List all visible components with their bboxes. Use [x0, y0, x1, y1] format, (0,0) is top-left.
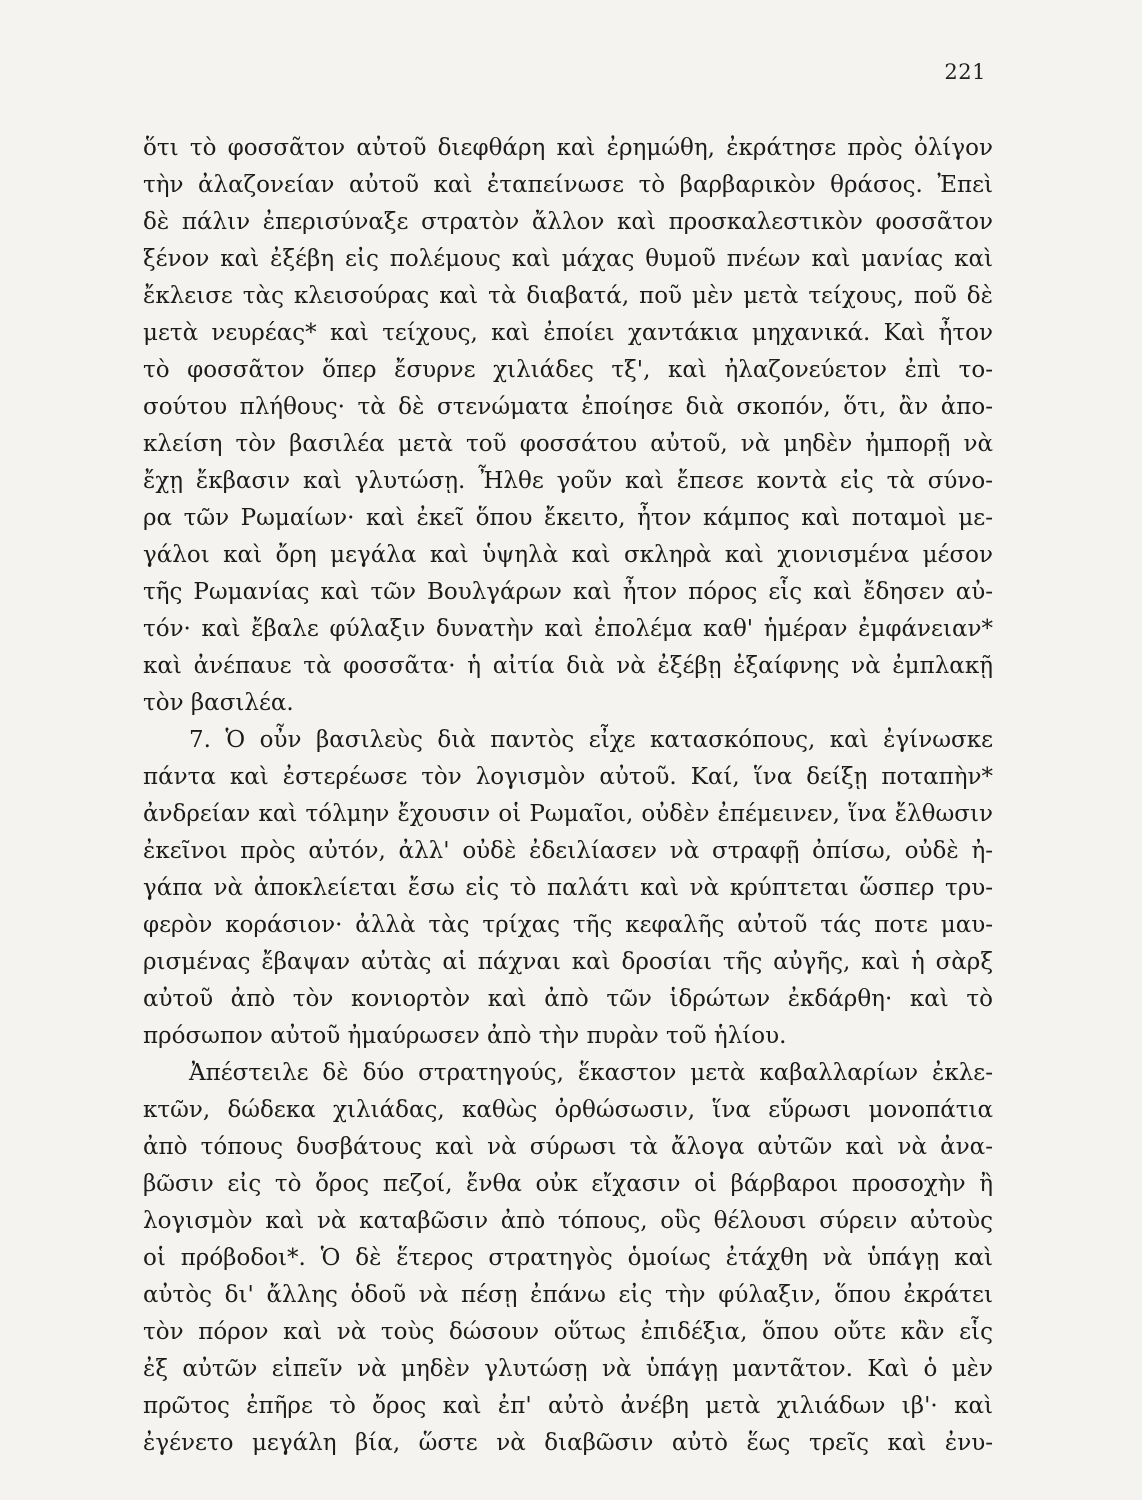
text-line: αὐτοῦ ἀπὸ τὸν κονιορτὸν καὶ ἀπὸ τῶν ἱδρώτων ἐκδάρθη· καὶ τὸ	[143, 986, 993, 1012]
text-line: ἀνδρείαν καὶ τόλμην ἔχουσιν οἱ Ρωμαῖοι, οὐδὲν ἐπέμεινεν, ἵνα ἔλθωσιν	[143, 801, 993, 827]
text-line: ἐκεῖνοι πρὸς αὐτόν, ἀλλ' οὐδὲ ἐδειλίασεν νὰ στραφῇ ὀπίσω, οὐδὲ ἠ-	[143, 838, 993, 864]
body-text	[143, 130, 993, 1462]
text-line: γάλοι καὶ ὄρη μεγάλα καὶ ὑψηλὰ καὶ σκληρὰ καὶ χιονισμένα μέσον	[143, 542, 993, 568]
text-line: φερὸν κοράσιον· ἀλλὰ τὰς τρίχας τῆς κεφαλῆς αὐτοῦ τάς ποτε μαυ-	[143, 912, 993, 938]
text-line: αὐτὸς δι' ἄλλης ὁδοῦ νὰ πέσῃ ἐπάνω εἰς τὴν φύλαξιν, ὅπου ἐκράτει	[143, 1282, 993, 1308]
text-line: ρα τῶν Ρωμαίων· καὶ ἐκεῖ ὅπου ἔκειτο, ἦτον κάμπος καὶ ποταμοὶ με-	[143, 505, 993, 531]
text-line: ἔκλεισε τὰς κλεισούρας καὶ τὰ διαβατά, ποῦ μὲν μετὰ τείχους, ποῦ δὲ	[143, 283, 993, 309]
text-line: τῆς Ρωμανίας καὶ τῶν Βουλγάρων καὶ ἦτον πόρος εἷς καὶ ἔδησεν αὐ-	[143, 579, 993, 605]
text-line: πρῶτος ἐπῆρε τὸ ὄρος καὶ ἐπ' αὐτὸ ἀνέβη μετὰ χιλιάδων ιβ'· καὶ	[143, 1393, 993, 1419]
text-line: ρισμένας ἔβαψαν αὐτὰς αἱ πάχναι καὶ δροσίαι τῆς αὐγῆς, καὶ ἡ σὰρξ	[143, 949, 993, 975]
text-line: πάντα καὶ ἐστερέωσε τὸν λογισμὸν αὐτοῦ. Καί, ἵνα δείξῃ ποταπὴν*	[143, 764, 993, 790]
text-line: ἀπὸ τόπους δυσβάτους καὶ νὰ σύρωσι τὰ ἄλογα αὐτῶν καὶ νὰ ἀνα-	[143, 1134, 993, 1160]
text-line: ἐγένετο μεγάλη βία, ὥστε νὰ διαβῶσιν αὐτὸ ἕως τρεῖς καὶ ἐνυ-	[143, 1430, 993, 1456]
text-line: κτῶν, δώδεκα χιλιάδας, καθὼς ὀρθώσωσιν, ἵνα εὕρωσι μονοπάτια	[143, 1097, 993, 1123]
text-line: τόν· καὶ ἔβαλε φύλαξιν δυνατὴν καὶ ἐπολέμα καθ' ἡμέραν ἐμφάνειαν*	[143, 616, 993, 642]
text-line: οἱ πρόβοδοι*. Ὁ δὲ ἕτερος στρατηγὸς ὁμοίως ἐτάχθη νὰ ὑπάγῃ καὶ	[143, 1245, 993, 1271]
text-line: σούτου πλήθους· τὰ δὲ στενώματα ἐποίησε διὰ σκοπόν, ὅτι, ἂν ἀπο-	[143, 394, 993, 420]
text-line: κλείση τὸν βασιλέα μετὰ τοῦ φοσσάτου αὐτοῦ, νὰ μηδὲν ἠμπορῇ νὰ	[143, 431, 993, 457]
text-line: πρόσωπον αὐτοῦ ἠμαύρωσεν ἀπὸ τὴν πυρὰν τοῦ ἡλίου.	[143, 1023, 787, 1049]
section-start-line: 7. Ὁ οὖν βασιλεὺς διὰ παντὸς εἶχε κατασκόπους, καὶ ἐγίνωσκε	[189, 727, 993, 753]
page-number: 221	[944, 60, 986, 84]
paragraph-start-line: Ἀπέστειλε δὲ δύο στρατηγούς, ἕκαστον μετὰ καβαλλαρίων ἐκλε-	[189, 1060, 993, 1086]
text-line: λογισμὸν καὶ νὰ καταβῶσιν ἀπὸ τόπους, οὓς θέλουσι σύρειν αὐτοὺς	[143, 1208, 993, 1234]
text-line: γάπα νὰ ἀποκλείεται ἔσω εἰς τὸ παλάτι καὶ νὰ κρύπτεται ὥσπερ τρυ-	[143, 875, 993, 901]
text-line: καὶ ἀνέπαυε τὰ φοσσᾶτα· ἡ αἰτία διὰ νὰ ἐξέβῃ ἐξαίφνης νὰ ἐμπλακῇ	[143, 653, 993, 679]
text-line: ὅτι τὸ φοσσᾶτον αὐτοῦ διεφθάρη καὶ ἐρημώθη, ἐκράτησε πρὸς ὀλίγον	[143, 135, 993, 161]
text-line: τὸν πόρον καὶ νὰ τοὺς δώσουν οὕτως ἐπιδέξια, ὅπου οὔτε κἂν εἷς	[143, 1319, 993, 1345]
text-line: δὲ πάλιν ἐπερισύναξε στρατὸν ἄλλον καὶ προσκαλεστικὸν φοσσᾶτον	[143, 209, 993, 235]
text-line: τὸν βασιλέα.	[143, 690, 294, 716]
text-line: βῶσιν εἰς τὸ ὄρος πεζοί, ἔνθα οὐκ εἴχασιν οἱ βάρβαροι προσοχὴν ἢ	[143, 1171, 993, 1197]
text-line: ἐξ αὐτῶν εἰπεῖν νὰ μηδὲν γλυτώσῃ νὰ ὑπάγῃ μαντᾶτον. Καὶ ὁ μὲν	[143, 1356, 993, 1382]
text-line: ξένον καὶ ἐξέβη εἰς πολέμους καὶ μάχας θυμοῦ πνέων καὶ μανίας καὶ	[143, 246, 993, 272]
text-line: μετὰ νευρέας* καὶ τείχους, καὶ ἐποίει χαντάκια μηχανικά. Καὶ ἦτον	[143, 320, 993, 346]
text-line: τὸ φοσσᾶτον ὅπερ ἔσυρνε χιλιάδες τξ', καὶ ἠλαζονεύετον ἐπὶ το-	[143, 357, 993, 383]
text-line: ἔχῃ ἔκβασιν καὶ γλυτώσῃ. Ἦλθε γοῦν καὶ ἔπεσε κοντὰ εἰς τὰ σύνο-	[143, 468, 993, 494]
text-line: τὴν ἀλαζονείαν αὐτοῦ καὶ ἐταπείνωσε τὸ βαρβαρικὸν θράσος. Ἐπεὶ	[143, 172, 993, 198]
